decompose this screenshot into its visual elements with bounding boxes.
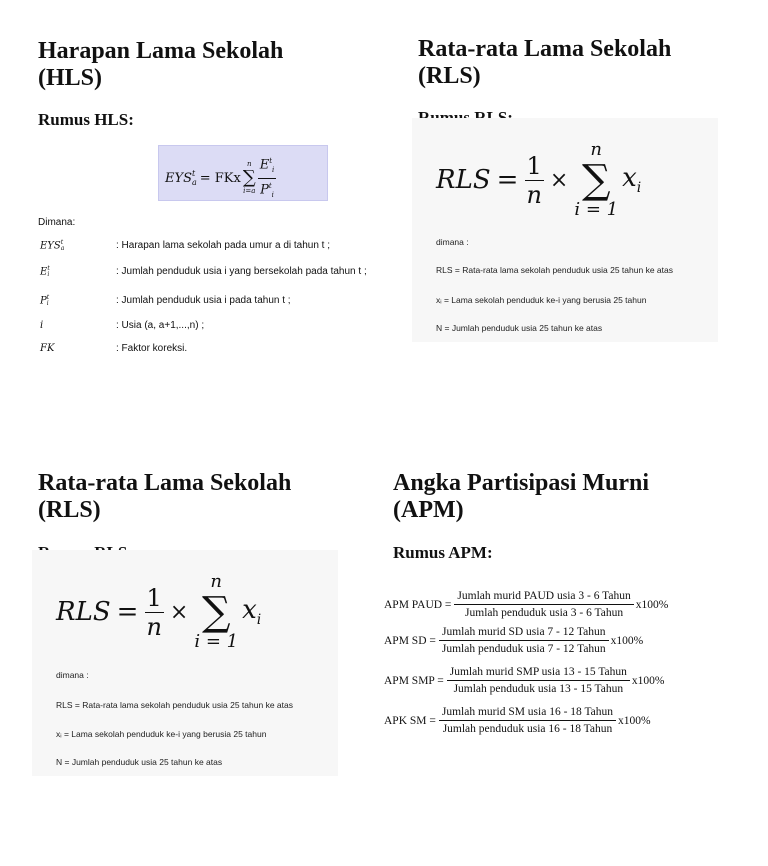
rls-equals: = xyxy=(496,165,519,195)
apm-multiplier: x100% xyxy=(631,674,665,687)
rls-def-rls-bottom: RLS = Rata-rata lama sekolah penduduk usia 25 tahun ke atas xyxy=(56,700,293,710)
hls-def-description: : Jumlah penduduk usia i yang bersekolah pada tahun t ; xyxy=(116,266,367,277)
hls-formula-box xyxy=(158,145,328,201)
rls-def-x-bottom: xᵢ = Lama sekolah penduduk ke-i yang berusia 25 tahun xyxy=(56,729,267,739)
hls-def-symbol: FK xyxy=(40,343,55,354)
apm-fraction: $\frac{\text{Jumlah murid PAUD usia 3 - 6 Tahun}}{\text{Jumlah penduduk usia 3 - 6 Tahun}}$ xyxy=(454,588,633,621)
rls-where-label-bottom: dimana : xyxy=(56,670,89,680)
rls-def-rls-top: RLS = Rata-rata lama sekolah penduduk usia 25 tahun ke atas xyxy=(436,265,673,275)
apm-formula-row xyxy=(384,624,643,657)
rls-def-n-bottom: N = Jumlah penduduk usia 25 tahun ke atas xyxy=(56,757,223,767)
rls-def-n-top: N = Jumlah penduduk usia 25 tahun ke atas xyxy=(436,323,603,333)
apm-lhs: APM SD = xyxy=(384,634,436,647)
apm-lhs: APK SM = xyxy=(384,714,436,727)
rls-lhs: RLS xyxy=(56,597,111,627)
apm-multiplier: x100% xyxy=(610,634,644,647)
apm-formula-row xyxy=(384,704,651,737)
hls-formula: EYS t a = FKx n ∑ i=a $\frac{E^t_i}{P^t_i}$ xyxy=(165,154,276,203)
rls-where-label-top: dimana : xyxy=(436,237,469,247)
hls-def-description: : Harapan lama sekolah pada umur a di tahun t ; xyxy=(116,240,331,251)
rls-lhs: RLS xyxy=(436,165,491,195)
rls-title-bottom: Rata-rata Lama Sekolah (RLS) xyxy=(38,470,292,523)
hls-def-description: : Jumlah penduduk usia i pada tahun t ; xyxy=(116,295,291,306)
apm-lhs: APM PAUD = xyxy=(384,598,452,611)
apm-fraction: $\frac{\text{Jumlah murid SMP usia 13 - 15 Tahun}}{\text{Jumlah penduduk usia 13 - 15 Tahun}}$ xyxy=(447,664,630,697)
hls-title: Harapan Lama Sekolah (HLS) xyxy=(38,38,284,91)
rls-section-bottom xyxy=(38,470,368,524)
hls-def-description: : Faktor koreksi. xyxy=(116,343,188,354)
rls-section-top xyxy=(418,36,758,90)
apm-section xyxy=(393,470,753,524)
apm-formula-row xyxy=(384,588,668,621)
rls-formula-top xyxy=(436,140,641,220)
hls-formula-label: Rumus HLS: xyxy=(38,110,134,129)
rls-title-top: Rata-rata Lama Sekolah (RLS) xyxy=(418,36,672,89)
rls-sigma: n ∑ i = 1 xyxy=(194,571,239,652)
hls-def-symbol: i xyxy=(40,320,44,331)
apm-multiplier: x100% xyxy=(635,598,669,611)
hls-def-description: : Usia (a, a+1,...,n) ; xyxy=(116,320,205,331)
hls-def-symbol: EYS t a xyxy=(40,239,65,252)
rls-times: × xyxy=(169,599,189,625)
apm-formula-label: Rumus APM: xyxy=(393,543,493,562)
rls-def-x-top: xᵢ = Lama sekolah penduduk ke-i yang berusia 25 tahun xyxy=(436,295,647,305)
apm-multiplier: x100% xyxy=(618,714,651,727)
hls-section xyxy=(38,38,368,92)
apm-formula-row xyxy=(384,664,665,697)
apm-fraction: $\frac{\text{Jumlah murid SD usia 7 - 12 Tahun}}{\text{Jumlah penduduk usia 7 - 12 Tahun}}$ xyxy=(439,624,609,657)
rls-sigma: n ∑ i = 1 xyxy=(574,139,619,220)
rls-formula-bottom xyxy=(56,572,261,652)
apm-lhs: APM SMP = xyxy=(384,674,444,687)
apm-fraction: $\frac{\text{Jumlah murid SM usia 16 - 18 Tahun}}{\text{Jumlah penduduk usia 16 - 18 Tahun}}$ xyxy=(439,704,616,737)
hls-def-symbol: E t i xyxy=(40,265,50,278)
rls-term: $x_i$ xyxy=(242,595,262,629)
apm-title: Angka Partisipasi Murni (APM) xyxy=(393,470,650,523)
rls-term: $x_i$ xyxy=(622,163,642,197)
rls-equals: = xyxy=(116,597,139,627)
rls-times: × xyxy=(549,167,569,193)
hls-where-label: Dimana: xyxy=(38,217,76,228)
rls-fraction: $\frac{1}{n}$ xyxy=(526,151,542,209)
hls-def-symbol: P t i xyxy=(40,294,50,307)
rls-fraction: $\frac{1}{n}$ xyxy=(146,583,162,641)
